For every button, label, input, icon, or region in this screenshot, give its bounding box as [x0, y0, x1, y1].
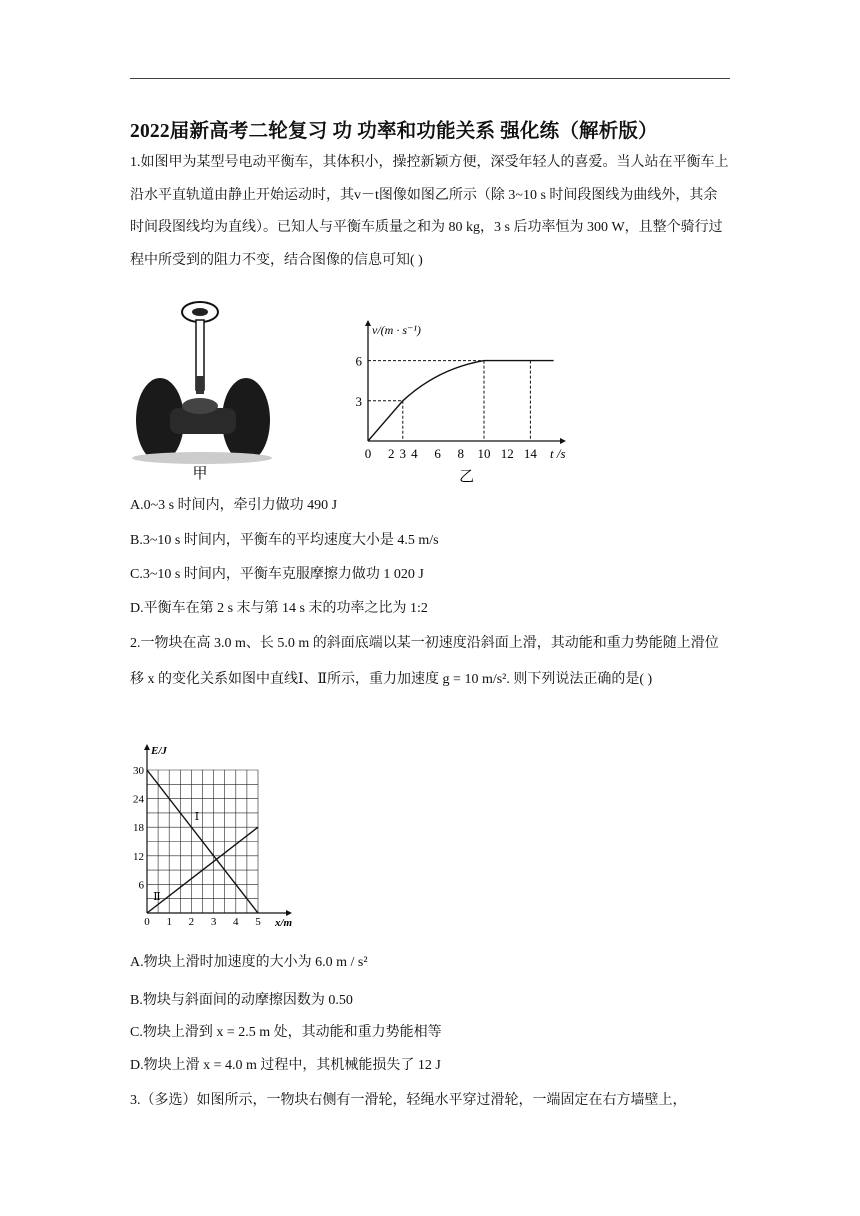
x-tick-label: 4 — [411, 446, 418, 461]
x-axis-arrow — [560, 438, 566, 444]
x-tick-label: 10 — [477, 446, 491, 461]
q2-stem: 2.一物块在高 3.0 m、长 5.0 m 的斜面底端以某一初速度沿斜面上滑，其动能和重力势能随上滑位移 x 的变化关系如图中直线Ⅰ、Ⅱ所示，重力加速度 g = 10 m/s². 则下列说法正确的是( ) — [130, 636, 719, 687]
x-axis-label: t /s — [550, 446, 566, 461]
fig-yi-label: 乙 — [459, 469, 475, 483]
y-axis-arrow — [144, 744, 150, 750]
q2-option-a: A.物块上滑时加速度的大小为 6.0 m / s² — [130, 955, 368, 970]
y-tick-label: 12 — [133, 850, 144, 863]
series-label-1: Ⅰ — [194, 811, 200, 824]
x-tick-label: 3 — [399, 446, 407, 461]
page-title: 2022届新高考二轮复习 功 功率和功能关系 强化练（解析版） — [130, 121, 658, 142]
y-axis-label: v/(m · s⁻¹) — [372, 323, 421, 337]
balance-car-figure — [130, 298, 280, 483]
y-tick-label: 6 — [138, 879, 144, 892]
y-tick-label: 24 — [133, 793, 144, 806]
ex-chart — [128, 740, 308, 930]
series-label-2: Ⅱ — [153, 891, 161, 904]
y-axis-arrow — [365, 320, 371, 326]
x-tick-label: 12 — [500, 446, 514, 461]
y-tick-label: 18 — [133, 822, 144, 835]
q3-stem: 3.（多选）如图所示，一物块右侧有一滑轮，轻绳水平穿过滑轮，一端固定在右方墙壁上， — [130, 1093, 687, 1108]
x-tick-label: 4 — [233, 916, 239, 928]
y-axis-label: E/J — [151, 745, 167, 757]
q1-option-c: C.3~10 s 时间内，平衡车克服摩擦力做功 1 020 J — [130, 567, 424, 582]
x-axis-arrow — [286, 910, 292, 916]
q2-option-b: B.物块与斜面间的动摩擦因数为 0.50 — [130, 993, 353, 1008]
q1-option-d: D.平衡车在第 2 s 末与第 14 s 末的功率之比为 1:2 — [130, 601, 428, 616]
x-tick-label: 8 — [457, 446, 465, 461]
x-tick-label: 0 — [144, 916, 150, 928]
x-tick-label: 14 — [523, 446, 537, 461]
q2-option-d: D.物块上滑 x = 4.0 m 过程中，其机械能损失了 12 J — [130, 1058, 441, 1073]
x-tick-label: 2 — [387, 446, 395, 461]
vt-chart — [350, 318, 580, 483]
q2-option-c: C.物块上滑到 x = 2.5 m 处，其动能和重力势能相等 — [130, 1025, 442, 1040]
fig-jia-label: 甲 — [192, 466, 208, 482]
y-tick-label: 30 — [133, 765, 144, 777]
y-tick-label: 3 — [355, 393, 362, 409]
q1-option-b: B.3~10 s 时间内，平衡车的平均速度大小是 4.5 m/s — [130, 533, 439, 548]
header-rule — [130, 78, 730, 79]
x-tick-label: 1 — [166, 916, 172, 928]
q1-option-a: A.0~3 s 时间内，牵引力做功 490 J — [130, 498, 338, 513]
x-tick-label: 5 — [255, 916, 261, 928]
x-tick-label: 2 — [188, 916, 195, 928]
x-tick-label: 0 — [364, 446, 372, 461]
x-tick-label: 3 — [210, 916, 217, 928]
balance-car-icon — [132, 302, 272, 464]
y-tick-label: 6 — [355, 353, 362, 369]
x-axis-label: x/m — [275, 917, 293, 929]
x-tick-label: 6 — [434, 446, 441, 461]
q1-stem: 1.如图甲为某型号电动平衡车，其体积小，操控新颖方便，深受年轻人的喜爱。当人站在平衡车上沿水平直轨道由静止开始运动时，其v－t图像如图乙所示（除 3~10 s 时间段图线为曲线外，其余时间段图线均为直线）。已知人与平衡车质量之和为 80 kg，3 s 后功率恒为 300 W，且整个骑行过程中所受到的阻力不变，结合图像的信息可知( ) — [130, 155, 729, 268]
